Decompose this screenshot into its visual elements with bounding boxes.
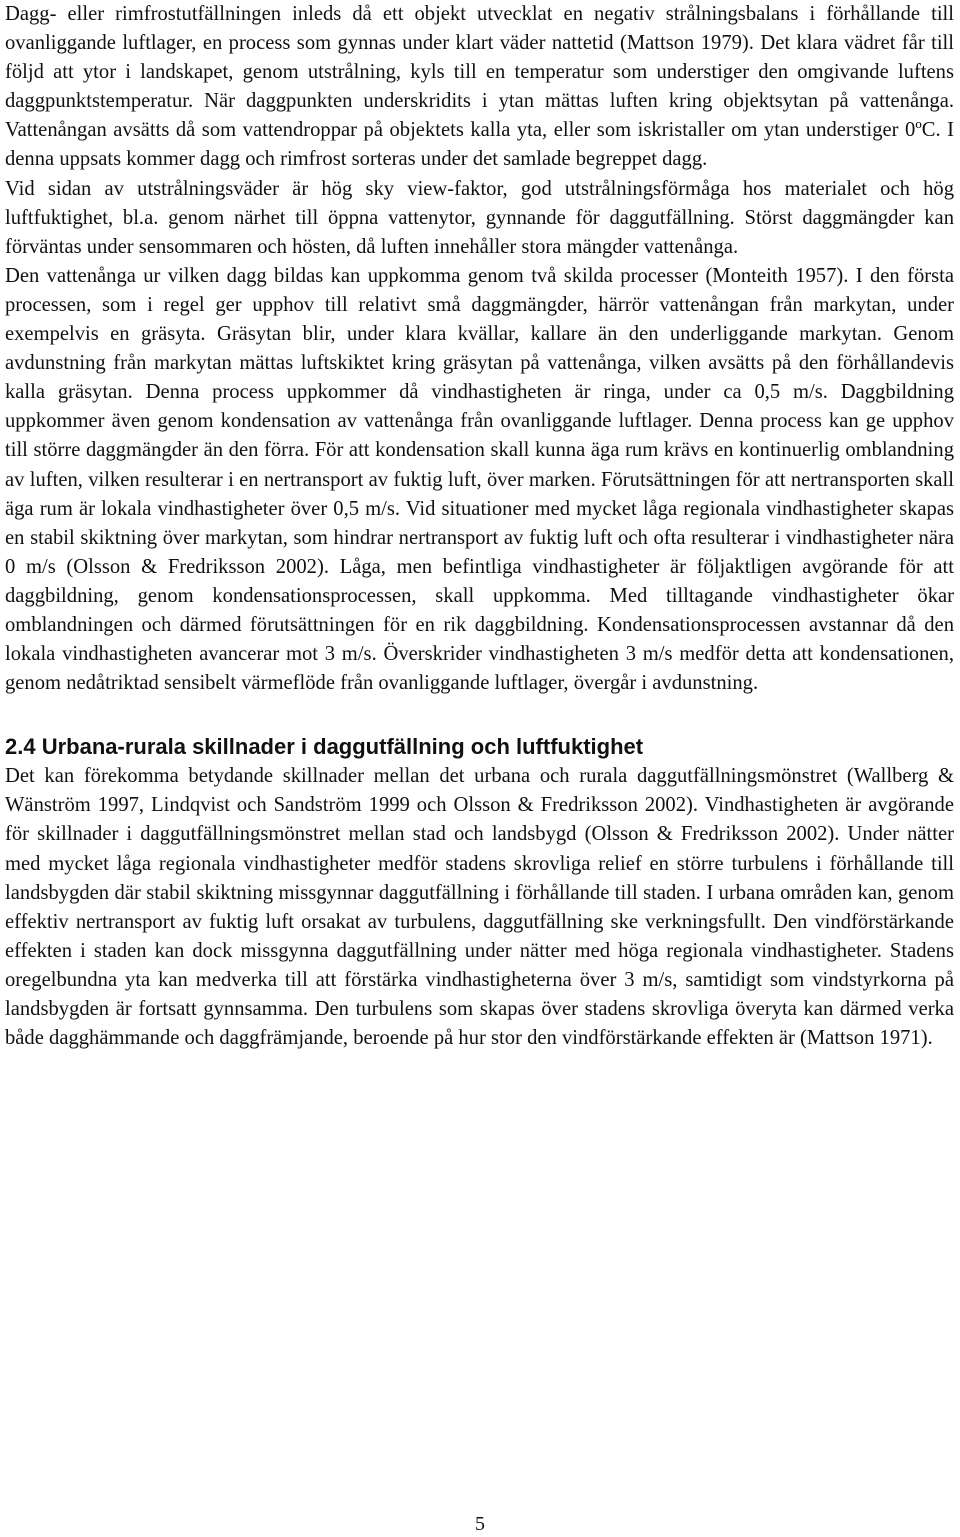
paragraph-dew-processes: Den vattenånga ur vilken dagg bildas kan uppkomma genom två skilda processer (Monteith 1957). I den första processen, som i regel ger upphov till relativt små daggmängder, härrör vattenångan från markytan, under exempelvis en gräsyta. Gräsytan blir, under klara kvällar, kallare än den underliggande markytan. Genom avdunstning från markytan mättas luftskiktet kring gräsytan på vattenånga, vilken avsätts på den förhållandevis kalla gräsytan. Denna process uppkommer då vindhastigheten är ringa, under ca 0,5 m/s. Daggbildning uppkommer även genom kondensation av vattenånga från ovanliggande luftlager. Denna process kan ge upphov till större daggmängder än den förra. För att kondensation skall kunna äga rum krävs en kontinuerlig omblandning av luften, vilken resulterar i en nertransport av fuktig luft, över marken. Förutsättningen för att nertransporten skall äga rum är lokala vindhastigheter över 0,5 m/s. Vid situationer med mycket låga regionala vindhastigheter skapas en stabil skiktning över markytan, som hindrar nertransport av fuktig luft och ofta resulterar i vindhastigheter nära 0 m/s (Olsson & Fredriksson 2002). Låga, men befintliga vindhastigheter är följaktligen avgörande för att daggbildning, genom kondensationsprocessen, skall uppkomma. Med tilltagande vindhastigheter ökar omblandningen och därmed förutsättningen för en rik daggbildning. Kondensationsprocessen avstannar då den lokala vindhastigheten avancerar mot 3 m/s. Överskrider vindhastigheten 3 m/s medför detta att kondensationen, genom nedåtriktad sensibelt värmeflöde från ovanliggande luftlager, övergår i avdunstning. <box>5 264 954 695</box>
paragraph-radiation-weather: Vid sidan av utstrålningsväder är hög sky view-faktor, god utstrålningsförmåga hos materialet och hög luftfuktighet, bl.a. genom närhet till öppna vattenytor, gynnande för daggutfällning. Störst daggmängder kan förväntas under sensommaren och hösten, då luften innehåller stora mängder vattenånga. <box>5 177 954 258</box>
section-heading: 2.4 Urbana-rurala skillnader i daggutfällning och luftfuktighet <box>5 734 644 760</box>
paragraph-dew-formation: Dagg- eller rimfrostutfällningen inleds då ett objekt utvecklat en negativ strålningsbalans i förhållande till ovanliggande luftlager, en process som gynnas under klart väder nattetid (Mattson 1979). Det klara vädret får till följd att ytor i landskapet, genom utstrålning, kyls till en temperatur som understiger den omgivande luftens daggpunktstemperatur. När daggpunkten underskridits i ytan mättas luften kring objektsytan på vattenånga. Vattenångan avsätts då som vattendroppar på objektets kalla yta, eller som iskristaller om ytan understiger 0ºC. I denna uppsats kommer dagg och rimfrost sorteras under det samlade begreppet dagg. <box>5 3 954 171</box>
page-number: 5 <box>475 1513 485 1535</box>
document-page <box>5 0 954 1053</box>
paragraph-urban-rural: Det kan förekomma betydande skillnader mellan det urbana och rurala daggutfällningsmönstret (Wallberg & Wänström 1997, Lindqvist och Sandström 1999 och Olsson & Fredriksson 2002). Vindhastigheten är avgörande för skillnader i daggutfällningsmönstret mellan stad och landsbygd (Olsson & Fredriksson 2002). Under nätter med mycket låga regionala vindhastigheter medför stadens skrovliga relief en större turbulens i förhållande till landsbygden där stabil skiktning missgynnar daggutfällning i förhållande till staden. I urbana områden kan, genom effektiv nertransport av fuktig luft orsakat av turbulens, daggutfällning ske verkningsfullt. Den vindförstärkande effekten i staden kan dock missgynna daggutfällning under nätter med höga regionala vindhastigheter. Stadens oregelbundna yta kan medverka till att förstärka vindhastigheterna över 3 m/s, samtidigt som vindstyrkorna på landsbygden är fortsatt gynnsamma. Den turbulens som skapas över stadens skrovliga överyta kan därmed verka både dagghämmande och daggfrämjande, beroende på hur stor den vindförstärkande effekten är (Mattson 1971). <box>5 765 954 1050</box>
